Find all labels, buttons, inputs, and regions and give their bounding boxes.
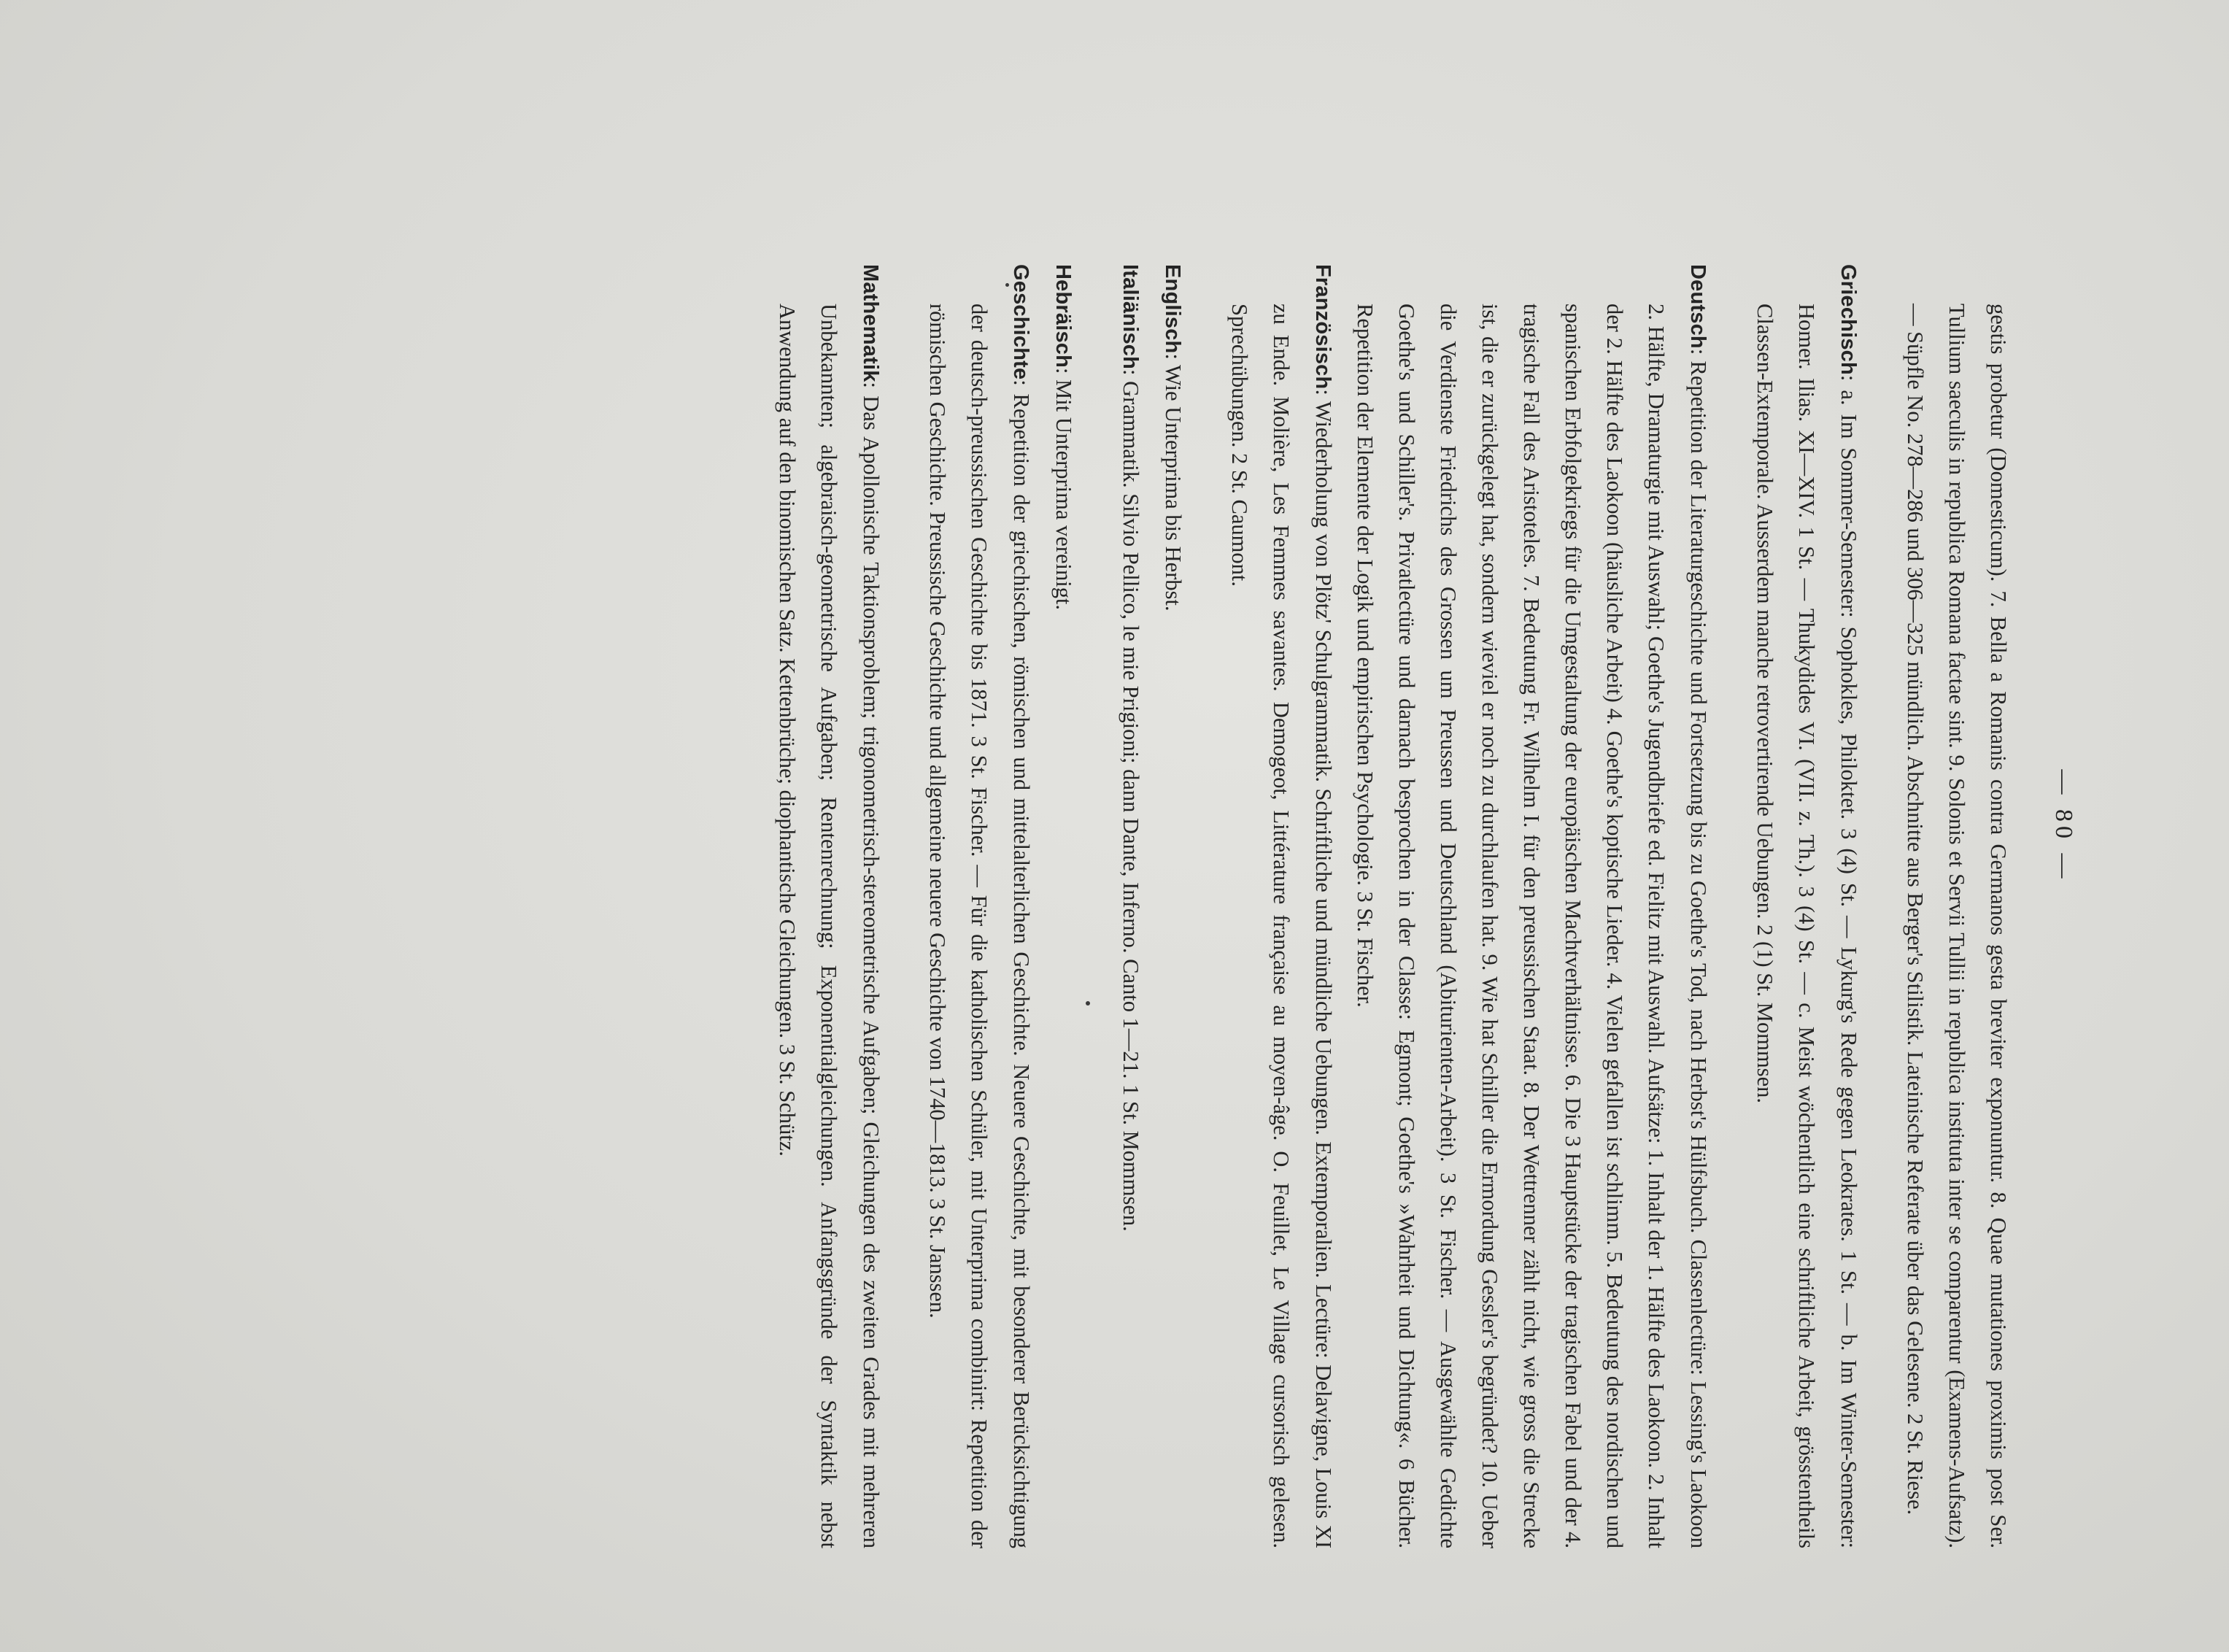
section-mathematik bbox=[766, 264, 892, 1548]
section-hebraeisch bbox=[1042, 264, 1084, 1548]
section-text: : Wie Unterprima bis Herbst. bbox=[1161, 353, 1186, 611]
section-text: : Repetition der Literaturgeschichte und Fortsetzung bis zu Goethe's Tod, nach Herbst's Hülfsbuch. Classenlectüre: Lessing's Laokoon 2. Hälfte, Dramaturgie mit Auswahl; Goethe's Jugendbriefe ed. Fielitz mit Auswahl. Aufsätze: 1. Inhalt der 1. Hälfte des Laokoon. 2. Inhalt der 2. Hälfte des Laokoon (häusliche Arbeit) 4. Goethe's koptische Lieder. 4. Vielen gefallen ist schlimm. 5. Bedeutung des nordischen und spanischen Erbfolgekriegs für die Umgestaltung der europäischen Machtverhältnisse. 6. Die 3 Hauptstücke der tragischen Fabel und der 4. tragische Fall des Aristoteles. 7. Bedeutung Fr. Wilhelm I. für den preussischen Staat. 8. Der Wettrenner zählt nicht, wie gross die Strecke ist, die er zurückgelegt hat, sondern wieviel er noch zu durchlaufen hat. 9. Wie hat Schiller die Ermordung Gessler's begründet? 10. Ueber die Verdienste Friedrichs des Grossen um Preussen und Deutschland (Abiturienten-Arbeit). 3 St. Fischer. — Ausgewählte Gedichte Goethe's und Schiller's. Privatlectüre und darnach besprochen in der Classe: Egmont; Goethe's »Wahrheit und Dichtung«. 6 Bücher. Repetition der Elemente der Logik und empirischen Psychologie. 3 St. Fischer. bbox=[1353, 304, 1711, 1548]
section-deutsch bbox=[1344, 264, 1719, 1548]
section-heading: Italiänisch bbox=[1119, 264, 1142, 370]
section-heading: Französisch bbox=[1311, 264, 1334, 390]
section-geschichte bbox=[916, 264, 1042, 1548]
page-body bbox=[766, 264, 2019, 1548]
section-griechisch bbox=[1744, 264, 1869, 1548]
section-text: : Das Apollonische Taktionsproblem; trigonometrisch-stereometrische Aufgaben; Gleichungen des zweiten Grades mit mehreren Unbekannten; algebraisch-geometrische Aufgaben; Rentenrechnung; Exponentialgleichungen. Anfangsgründe der Syntaktik nebst Anwendung auf den binomischen Satz. Kettenbrüche; diophantische Gleichungen. 3 St. Schütz. bbox=[775, 304, 884, 1548]
section-heading: Geschichte bbox=[1009, 264, 1032, 380]
section-text: : a. Im Sommer-Semester: Sophokles, Philoktet. 3 (4) St. — Lykurg's Rede gegen Leokrates. 1 St. — b. Im Winter-Semester: Homer. Ilias. XI—XIV. 1 St. — Thukydides VI. (VII. z. Th.). 3 (4) St. — c. Meist wöchentlich eine schriftliche Arbeit, grösstentheils Classen-Extemporale. Ausserdem manche retrovertirende Uebungen. 2 (1) St. Mommsen. bbox=[1753, 304, 1861, 1548]
section-englisch bbox=[1151, 264, 1194, 1548]
section-text: : Mit Unterprima vereinigt. bbox=[1051, 368, 1076, 611]
section-text: : Wiederholung von Plötz' Schulgrammatik. Schriftliche und mündliche Uebungen. Extemporalien. Lectüre: Delavigne, Louis XI zu Ende. Molière, Les Femmes savantes. Demogeot, Littérature française au moyen-âge. O. Feuillet, Le Village cursorisch gelesen. Sprechübungen. 2 St. Caumont. bbox=[1227, 304, 1336, 1548]
opening-paragraph: gestis probetur (Domesticum). 7. Bella a Romanis contra Germanos gesta breviter exponuntur. 8. Quae mutationes proximis post Ser. Tullium saeculis in republica Romana factae sint. 9. Solonis et Servii Tullii in republica instituta inter se comparentur (Examens-Aufsatz). — Süpfle No. 278—286 und 306—325 mündlich. Abschnitte aus Berger's Stilistik. Lateinische Referate über das Gelesene. 2 St. Riese. bbox=[1903, 304, 2011, 1548]
section-italiaenisch bbox=[1109, 264, 1151, 1548]
page-number: — 80 — bbox=[2050, 769, 2077, 883]
section-franzoesisch bbox=[1218, 264, 1344, 1548]
section-heading: Deutsch bbox=[1686, 264, 1710, 349]
section-heading: Englisch bbox=[1161, 264, 1184, 354]
section-heading: Hebräisch bbox=[1051, 264, 1075, 368]
section-text: : Repetition der griechischen, römischen und mittelalterlichen Geschichte. Neuere Geschichte, mit besonderer Berücksichtigung der deutsch-preussischen Geschichte bis 1871. 3 St. Fischer. — Für die katholischen Schüler, mit Unterprima combinirt: Repetition der römischen Geschichte. Preussische Geschichte und allgemeine neuere Geschichte von 1740—1813. 3 St. Janssen. bbox=[925, 304, 1034, 1548]
section-text: : Grammatik. Silvio Pellico, le mie Prigioni; dann Dante, Inferno. Canto 1—21. 1 St. Mommsen. bbox=[1119, 369, 1143, 1232]
section-heading: Griechisch bbox=[1836, 264, 1860, 375]
document-page bbox=[107, 23, 2121, 1629]
section-heading: Mathematik bbox=[859, 264, 882, 382]
